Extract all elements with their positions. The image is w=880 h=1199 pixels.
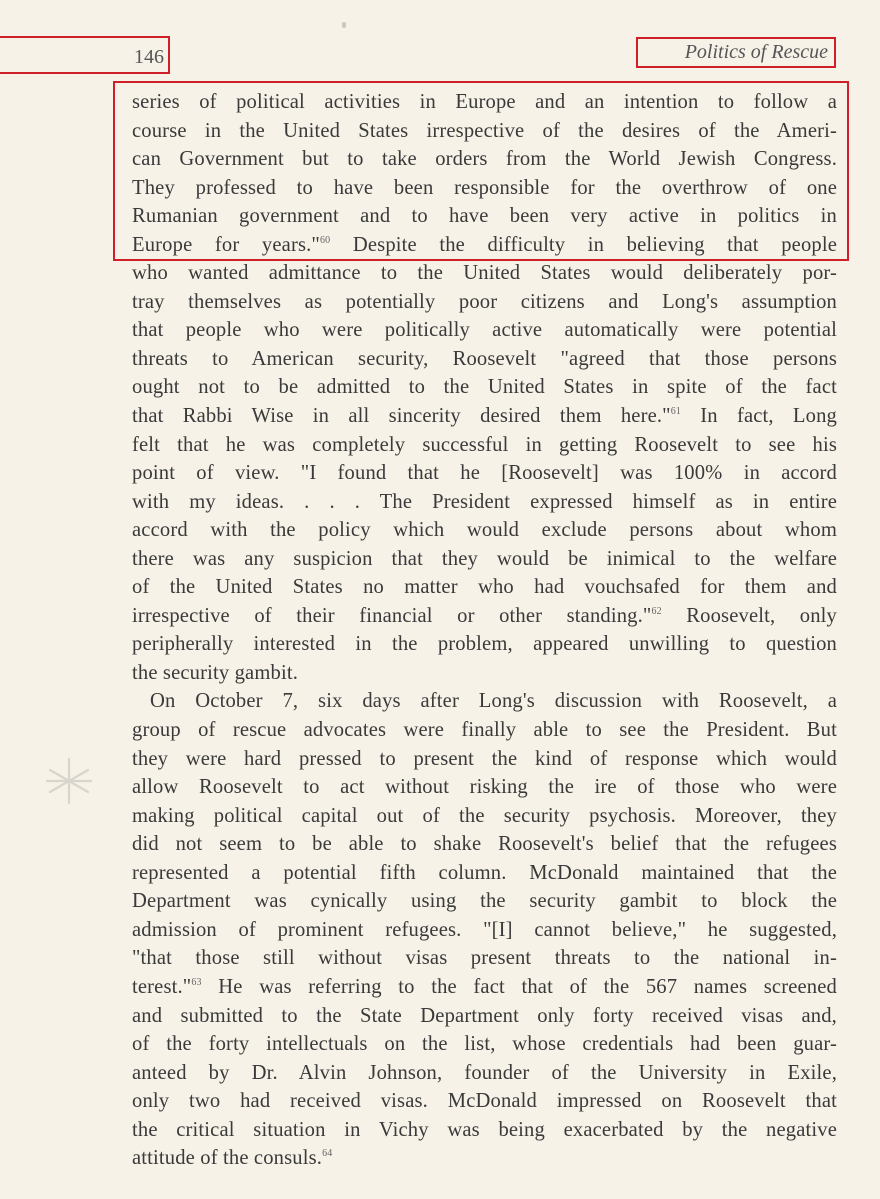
text-line xyxy=(132,659,837,688)
text-line xyxy=(132,288,837,317)
text-line-content: ought not to be admitted to the United States in spite of the fact xyxy=(132,376,837,399)
text-line xyxy=(132,145,837,174)
text-line-content: accord with the policy which would exclude persons about whom xyxy=(132,519,837,542)
text-line-continuation: He was referring to the fact that of the 567 names screened xyxy=(201,975,837,998)
text-line xyxy=(132,202,837,231)
text-line xyxy=(132,373,837,402)
text-line xyxy=(132,716,837,745)
text-line-content: that Rabbi Wise in all sincerity desired them here." xyxy=(132,405,671,428)
text-line-continuation: Roosevelt, only xyxy=(661,604,837,627)
text-line xyxy=(132,259,837,288)
text-line xyxy=(132,459,837,488)
text-line-content: attitude of the consuls. xyxy=(132,1147,323,1170)
text-line xyxy=(132,1116,837,1145)
text-line-content: allow Roosevelt to act without risking the ire of those who were xyxy=(132,776,837,799)
text-line xyxy=(132,174,837,203)
text-line xyxy=(132,773,837,802)
text-line xyxy=(132,1144,837,1173)
text-line-content: only two had received visas. McDonald impressed on Roosevelt that xyxy=(132,1090,837,1113)
text-line xyxy=(132,916,837,945)
text-line-content: who wanted admittance to the United States would deliberately por- xyxy=(132,262,837,285)
text-line-content: peripherally interested in the problem, appeared unwilling to question xyxy=(132,633,837,656)
text-line xyxy=(132,602,837,631)
asterisk-smudge-icon xyxy=(44,756,94,806)
text-line xyxy=(132,1002,837,1031)
text-line xyxy=(132,944,837,973)
text-line-content: series of political activities in Europe and an intention to follow a xyxy=(132,91,837,113)
text-line xyxy=(132,887,837,916)
footnote-marker: 62 xyxy=(651,605,662,617)
text-line-content: threats to American security, Roosevelt "agreed that those persons xyxy=(132,347,837,370)
text-line-content: anteed by Dr. Alvin Johnson, founder of the University in Exile, xyxy=(132,1061,837,1084)
text-line-content: Europe for years." xyxy=(132,233,320,256)
text-line xyxy=(132,859,837,888)
text-line-content: course in the United States irrespective of the desires of the Ameri- xyxy=(132,119,837,142)
text-line-continuation: Despite the difficulty in believing that people xyxy=(330,233,838,256)
text-line-content: the security gambit. xyxy=(132,661,298,684)
text-line xyxy=(132,345,837,374)
text-line xyxy=(132,745,837,774)
text-line-content: felt that he was completely successful in getting Roosevelt to see his xyxy=(132,433,837,456)
text-line xyxy=(132,402,837,431)
text-line-content: can Government but to take orders from the World Jewish Congress. xyxy=(132,148,837,171)
text-line-content: group of rescue advocates were finally able to see the President. But xyxy=(132,719,837,742)
text-line xyxy=(132,687,837,716)
text-line-content: did not seem to be able to shake Roosevelt's belief that the refugees xyxy=(132,833,837,856)
footnote-marker: 63 xyxy=(191,977,202,989)
text-line-content: terest." xyxy=(132,975,192,998)
footnote-marker: 60 xyxy=(319,234,331,246)
text-line xyxy=(132,431,837,460)
text-line-content: with my ideas. . . . The President expressed himself as in entire xyxy=(132,490,837,513)
body-text xyxy=(132,88,837,1173)
text-line xyxy=(132,973,837,1002)
text-line-content: of the forty intellectuals on the list, whose credentials had been guar- xyxy=(132,1033,837,1056)
text-line-content: Department was cynically using the security gambit to block the xyxy=(132,890,837,913)
text-line xyxy=(132,830,837,859)
text-line-content: of the United States no matter who had vouchsafed for them and xyxy=(132,576,837,599)
text-line xyxy=(132,802,837,831)
text-line-content: On October 7, six days after Long's discussion with Roosevelt, a xyxy=(150,690,837,713)
text-line-content: and submitted to the State Department only forty received visas and, xyxy=(132,1004,837,1027)
text-line xyxy=(132,545,837,574)
text-line-content: that people who were politically active automatically were potential xyxy=(132,319,837,342)
running-head-title: Politics of Rescue xyxy=(636,37,836,68)
text-line xyxy=(132,1059,837,1088)
text-line xyxy=(132,488,837,517)
text-line-continuation: In fact, Long xyxy=(681,405,838,428)
ink-speck xyxy=(342,22,346,28)
text-line-content: there was any suspicion that they would be inimical to the welfare xyxy=(132,547,837,570)
text-line-content: They professed to have been responsible for the overthrow of one xyxy=(132,176,837,199)
text-line-content: point of view. "I found that he [Roosevelt] was 100% in accord xyxy=(132,462,837,485)
footnote-marker: 61 xyxy=(670,406,682,418)
text-line xyxy=(132,117,837,146)
page-number: 146 xyxy=(134,46,164,68)
text-line-content: making political capital out of the security psychosis. Moreover, they xyxy=(132,804,837,827)
text-line xyxy=(132,573,837,602)
text-line-content: Rumanian government and to have been very active in politics in xyxy=(132,205,837,228)
text-line xyxy=(132,1030,837,1059)
text-line-content: irrespective of their financial or other standing." xyxy=(132,604,652,627)
text-line xyxy=(132,231,837,260)
text-line-content: admission of prominent refugees. "[I] cannot believe," he suggested, xyxy=(132,918,837,941)
text-line-content: the critical situation in Vichy was being exacerbated by the negative xyxy=(132,1118,837,1141)
text-line xyxy=(132,516,837,545)
text-line xyxy=(132,630,837,659)
text-line xyxy=(132,88,837,117)
text-line-content: "that those still without visas present threats to the national in- xyxy=(132,947,837,970)
footnote-marker: 64 xyxy=(322,1148,333,1160)
text-line xyxy=(132,316,837,345)
text-line xyxy=(132,1087,837,1116)
text-line-content: tray themselves as potentially poor citizens and Long's assumption xyxy=(132,290,837,313)
text-line-content: they were hard pressed to present the kind of response which would xyxy=(132,747,837,770)
text-line-content: represented a potential fifth column. McDonald maintained that the xyxy=(132,861,837,884)
